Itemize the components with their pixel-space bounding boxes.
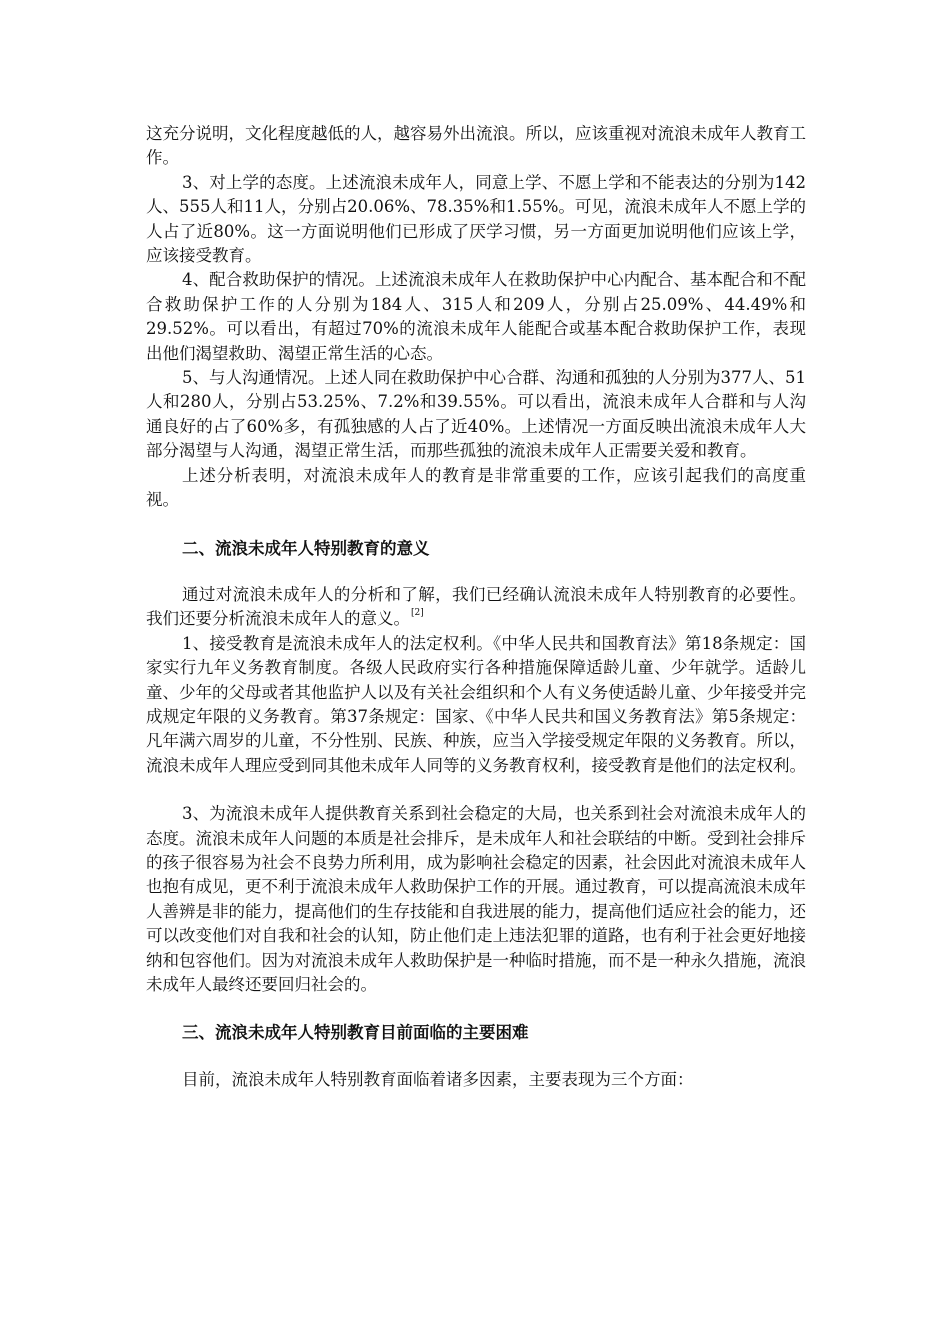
paragraph-significance-intro [146, 583, 806, 632]
paragraph-legal-right: 1、接受教育是流浪未成年人的法定权利。《中华人民共和国教育法》第18条规定：国家实行九年义务教育制度。各级人民政府实行各种措施保障适龄儿童、少年就学。适龄儿童、少年的父母或者其他监护人以及有关社会组织和个人有义务使适龄儿童、少年接受并完成规定年限的义务教育。第37条规定：国家、《中华人民共和国义务教育法》第5条规定：凡年满六周岁的儿童，不分性别、民族、种族，应当入学接受规定年限的义务教育。所以，流浪未成年人理应受到同其他未成年人同等的义务教育权利，接受教育是他们的法定权利。 [146, 633, 806, 775]
paragraph-continuation: 这充分说明，文化程度越低的人，越容易外出流浪。所以，应该重视对流浪未成年人教育工作。 [146, 124, 806, 168]
paragraph-cooperation: 4、配合救助保护的情况。上述流浪未成年人在救助保护中心内配合、基本配合和不配合救助保护工作的人分别为184人、315人和209人，分别占25.09%、44.49%和29.52%。可以看出，有超过70%的流浪未成年人能配合或基本配合救助保护工作，表现出他们渴望救助、渴望正常生活的心态。 [146, 270, 806, 363]
document-page [146, 122, 806, 1092]
section-heading-2: 二、流浪未成年人特别教育的意义 [182, 538, 430, 558]
paragraph-communication: 5、与人沟通情况。上述人同在救助保护中心合群、沟通和孤独的人分别为377人、51人和280人，分别占53.25%、7.2%和39.55%。可以看出，流浪未成年人合群和与人沟通良好的占了60%多，有孤独感的人占了近40%。上述情况一方面反映出流浪未成年人大部分渴望与人沟通，渴望正常生活，而那些孤独的流浪未成年人正需要关爱和教育。 [146, 368, 806, 461]
paragraph-school-attitude: 3、对上学的态度。上述流浪未成年人，同意上学、不愿上学和不能表达的分别为142人、555人和11人，分别占20.06%、78.35%和1.55%。可见，流浪未成年人不愿上学的人占了近80%。这一方面说明他们已形成了厌学习惯，另一方面更加说明他们应该上学，应该接受教育。 [146, 172, 806, 266]
citation-ref: [2] [411, 608, 424, 619]
section-heading-3: 三、流浪未成年人特别教育目前面临的主要困难 [182, 1023, 529, 1043]
paragraph-summary: 上述分析表明，对流浪未成年人的教育是非常重要的工作，应该引起我们的高度重视。 [146, 465, 806, 510]
paragraph-significance-intro-text: 通过对流浪未成年人的分析和了解，我们已经确认流浪未成年人特别教育的必要性。我们还要分析流浪未成年人的意义。 [146, 584, 806, 629]
paragraph-social-stability: 3、为流浪未成年人提供教育关系到社会稳定的大局，也关系到社会对流浪未成年人的态度。流浪未成年人问题的本质是社会排斥，是未成年人和社会联结的中断。受到社会排斥的孩子很容易为社会不良势力所利用，成为影响社会稳定的因素，社会因此对流浪未成年人也抱有成见，更不利于流浪未成年人救助保护工作的开展。通过教育，可以提高流浪未成年人善辨是非的能力，提高他们的生存技能和自我进展的能力，提高他们适应社会的能力，还可以改变他们对自我和社会的认知，防止他们走上违法犯罪的道路，也有利于社会更好地接纳和包容他们。因为对流浪未成年人救助保护是一种临时措施，而不是一种永久措施，流浪未成年人最终还要回归社会的。 [146, 804, 806, 994]
paragraph-difficulties-intro: 目前，流浪未成年人特别教育面临着诸多因素，主要表现为三个方面： [182, 1069, 694, 1089]
